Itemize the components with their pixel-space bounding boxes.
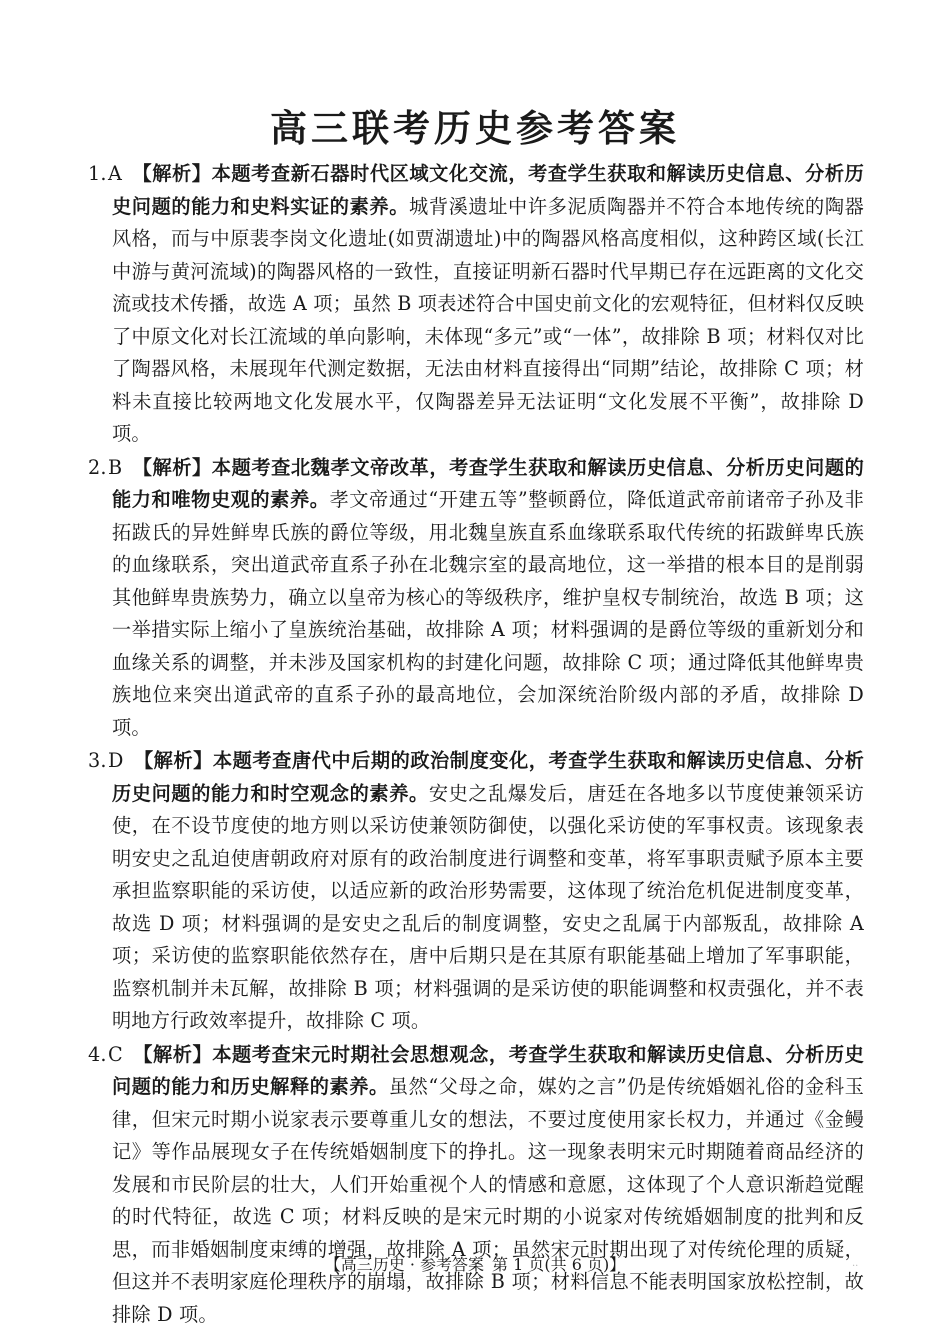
page-title: 高三联考历史参考答案 bbox=[270, 107, 680, 150]
answer-letter: A bbox=[108, 162, 123, 185]
answer-analysis-heading: 【解析】本题考查唐代中后期的政治制度变化，考查学生获取和解读历史信息、分析历史问题的能力和时空观念的素养。 bbox=[112, 749, 864, 805]
answer-item-2 bbox=[88, 452, 864, 745]
answer-item-4 bbox=[88, 1039, 864, 1332]
answer-number: 1. bbox=[88, 162, 107, 185]
answer-explanation: 孝文帝通过“开建五等”整顿爵位，降低道武帝前诸帝子孙及非拓跋氏的异姓鲜卑氏族的爵位等级，用北魏皇族直系血缘联系取代传统的拓跋鲜卑氏族的血缘联系，突出道武帝直系子孙在北魏宗室的最高地位，这一举措的根本目的是削弱其他鲜卑贵族势力，确立以皇帝为核心的等级秩序，维护皇权专制统治，故选 B 项；这一举措实际上缩小了皇族统治基础，故排除 A 项；材料强调的是爵位等级的重新划分和血缘关系的调整，并未涉及国家机构的封建化问题，故排除 C 项；通过降低其他鲜卑贵族地位来突出道武帝的直系子孙的最高地位，会加深统治阶级内部的矛盾，故排除 D 项。 bbox=[112, 488, 864, 739]
answer-item-1 bbox=[88, 158, 864, 451]
answer-letter: B bbox=[108, 455, 123, 479]
answer-explanation: 虽然“父母之命，媒妁之言”仍是传统婚姻礼俗的金科玉律，但宋元时期小说家表示要尊重儿女的想法，不要过度使用家长权力，并通过《金鳗记》等作品展现女子在传统婚姻制度下的挣扎。这一现象表明宋元时期随着商品经济的发展和市民阶层的壮大，人们开始重视个人的情感和意愿，这体现了个人意识渐趋觉醒的时代特征，故选 C 项；材料反映的是宋元时期的小说家对传统婚姻制度的批判和反思，而非婚姻制度束缚的增强，故排除 A 项；虽然宋元时期出现了对传统伦理的质疑，但这并不表明家庭伦理秩序的崩塌，故排除 B 项；材料信息不能表明国家放松控制，故排除 D 项。 bbox=[112, 1075, 864, 1326]
answer-number: 4. bbox=[88, 1042, 107, 1066]
answer-number: 2. bbox=[88, 455, 107, 479]
answer-analysis-heading: 【解析】本题考查北魏孝文帝改革，考查学生获取和解读历史信息、分析历史问题的能力和唯物史观的素养。 bbox=[112, 455, 864, 511]
answer-list bbox=[88, 158, 864, 1332]
answer-letter: D bbox=[108, 749, 124, 772]
answer-letter: C bbox=[108, 1042, 123, 1066]
answer-number: 3. bbox=[88, 749, 107, 772]
footer-page-number: 第 1 页(共 6 页)】 bbox=[492, 1255, 626, 1274]
answer-analysis-heading: 【解析】本题考查新石器时代区域文化交流，考查学生获取和解读历史信息、分析历史问题的能力和史料实证的素养。 bbox=[112, 162, 864, 218]
corner-mark: .. bbox=[852, 1258, 859, 1269]
page-footer bbox=[0, 1252, 950, 1275]
answer-explanation: 安史之乱爆发后，唐廷在各地多以节度使兼领采访使，在不设节度使的地方则以采访使兼领防御使，以强化采访使的军事权责。该现象表明安史之乱迫使唐朝政府对原有的政治制度进行调整和变革，将军事职责赋予原本主要承担监察职能的采访使，以适应新的政治形势需要，这体现了统治危机促进制度变革，故选 D 项；材料强调的是安史之乱后的制度调整，安史之乱属于内部叛乱，故排除 A 项；采访使的监察职能依然存在，唐中后期只是在其原有职能基础上增加了军事职能，监察机制并未瓦解，故排除 B 项；材料强调的是采访使的职能调整和权责强化，并不表明地方行政效率提升，故排除 C 项。 bbox=[112, 781, 865, 1032]
answer-item-3 bbox=[88, 745, 864, 1038]
answer-explanation: 城背溪遗址中许多泥质陶器并不符合本地传统的陶器风格，而与中原裴李岗文化遗址(如贾湖遗址)中的陶器风格高度相似，这种跨区域(长江中游与黄河流域)的陶器风格的一致性，直接证明新石器时代早期已存在远距离的文化交流或技术传播，故选 A 项；虽然 B 项表述符合中国史前文化的宏观特征，但材料仅反映了中原文化对长江流域的单向影响，未体现“多元”或“一体”，故排除 B 项；材料仅对比了陶器风格，未展现年代测定数据，无法由材料直接得出“同期”结论，故排除 C 项；材料未直接比较两地文化发展水平，仅陶器差异无法证明“文化发展不平衡”，故排除 D 项。 bbox=[112, 194, 865, 445]
answer-analysis-heading: 【解析】本题考查宋元时期社会思想观念，考查学生获取和解读历史信息、分析历史问题的能力和历史解释的素养。 bbox=[112, 1042, 864, 1098]
footer-label: 【高三历史 · 参考答案 bbox=[324, 1255, 485, 1274]
